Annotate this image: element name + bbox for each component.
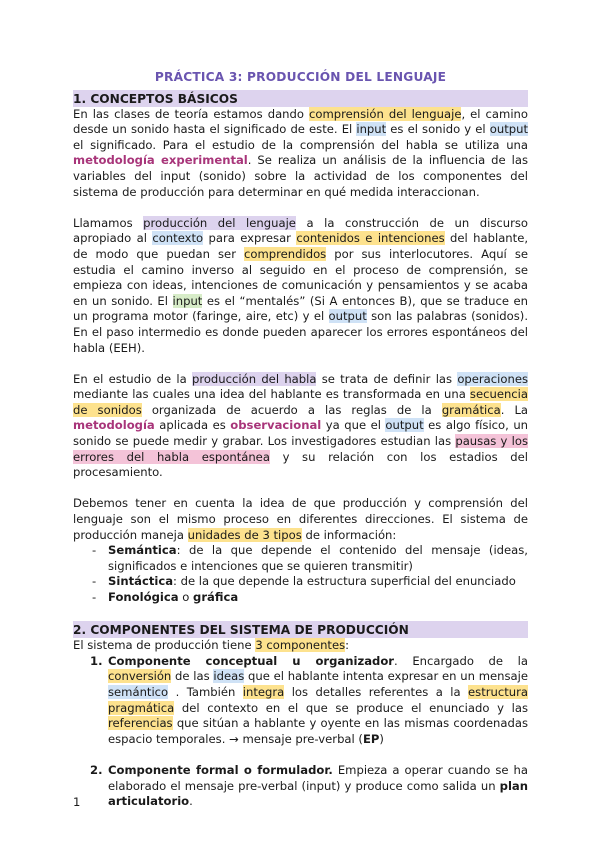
section-2-intro: El sistema de producción tiene 3 componentes:	[73, 638, 350, 653]
section-1-heading: 1. CONCEPTOS BÁSICOS	[73, 90, 528, 107]
component-item-1: 1. Componente conceptual u organizador. Encargado de la conversión de las ideas que el hablante intenta expresar en un mensaje semántico . También integra los detalles referentes a la estructura pragmática del contexto en el que se produce el enunciado y las referencias que sitúan a hablante y oyente en las mismas coordenadas espacio temporales. → mensaje pre-verbal (EP)	[90, 653, 528, 746]
list-item: - Fonológica o gráfica	[92, 590, 528, 606]
page-number: 1	[73, 795, 81, 809]
list-spacer	[90, 747, 528, 763]
section-2-heading: 2. COMPONENTES DEL SISTEMA DE PRODUCCIÓN	[73, 621, 528, 638]
information-types-list	[73, 543, 528, 605]
section-1-paragraph-2: Llamamos producción del lenguaje a la construcción de un discurso apropiado al contexto para expresar contenidos e intenciones del hablante, de modo que puedan ser comprendidos por sus interlocutores. Aquí se estudia el camino inverso al seguido en el proceso de comprensión, se empieza con ideas, intenciones de comunicación y pensamientos y se acaba en un sonido. El input es el “mentalés” (Si A entonces B), que se traduce en un programa motor (faringe, aire, etc) y el output son las palabras (sonidos). En el paso intermedio es donde pueden aparecer los errores espontáneos del habla (EEH).	[73, 215, 529, 355]
section-1-paragraph-3: En el estudio de la producción del habla se trata de definir las operaciones mediante las cuales una idea del hablante es transformada en una secuencia de sonidos organizada de acuerdo a las reglas de la gramática. La metodología aplicada es observacional ya que el output es algo físico, un sonido se puede medir y grabar. Los investigadores estudian las pausas y los errores del habla espontánea y su relación con los estadios del procesamiento.	[73, 371, 529, 480]
document-page	[73, 70, 528, 810]
document-title: PRÁCTICA 3: PRODUCCIÓN DEL LENGUAJE	[154, 70, 447, 84]
list-item: - Sintáctica: de la que depende la estructura superficial del enunciado	[92, 574, 528, 590]
list-item: - Semántica: de la que depende el contenido del mensaje (ideas, significados e intenciones que se quieren transmitir)	[92, 543, 528, 574]
section-1-paragraph-1: En las clases de teoría estamos dando comprensión del lenguaje, el camino desde un sonido hasta el significado de este. El input es el sonido y el output el significado. Para el estudio de la comprensión del habla se utiliza una metodología experimental. Se realiza un análisis de la influencia de las variables del input (sonido) sobre la actividad de los componentes del sistema de producción para determinar en qué medida interaccionan.	[73, 106, 528, 199]
component-item-2: 2. Componente formal o formulador. Empieza a operar cuando se ha elaborado el mensaje pre-verbal (input) y produce como salida un plan articulatorio.	[90, 762, 528, 809]
section-1-paragraph-4: Debemos tener en cuenta la idea de que producción y comprensión del lenguaje son el mismo proceso en diferentes direcciones. El sistema de producción maneja unidades de 3 tipos de información:	[73, 496, 528, 542]
components-list	[73, 654, 528, 810]
